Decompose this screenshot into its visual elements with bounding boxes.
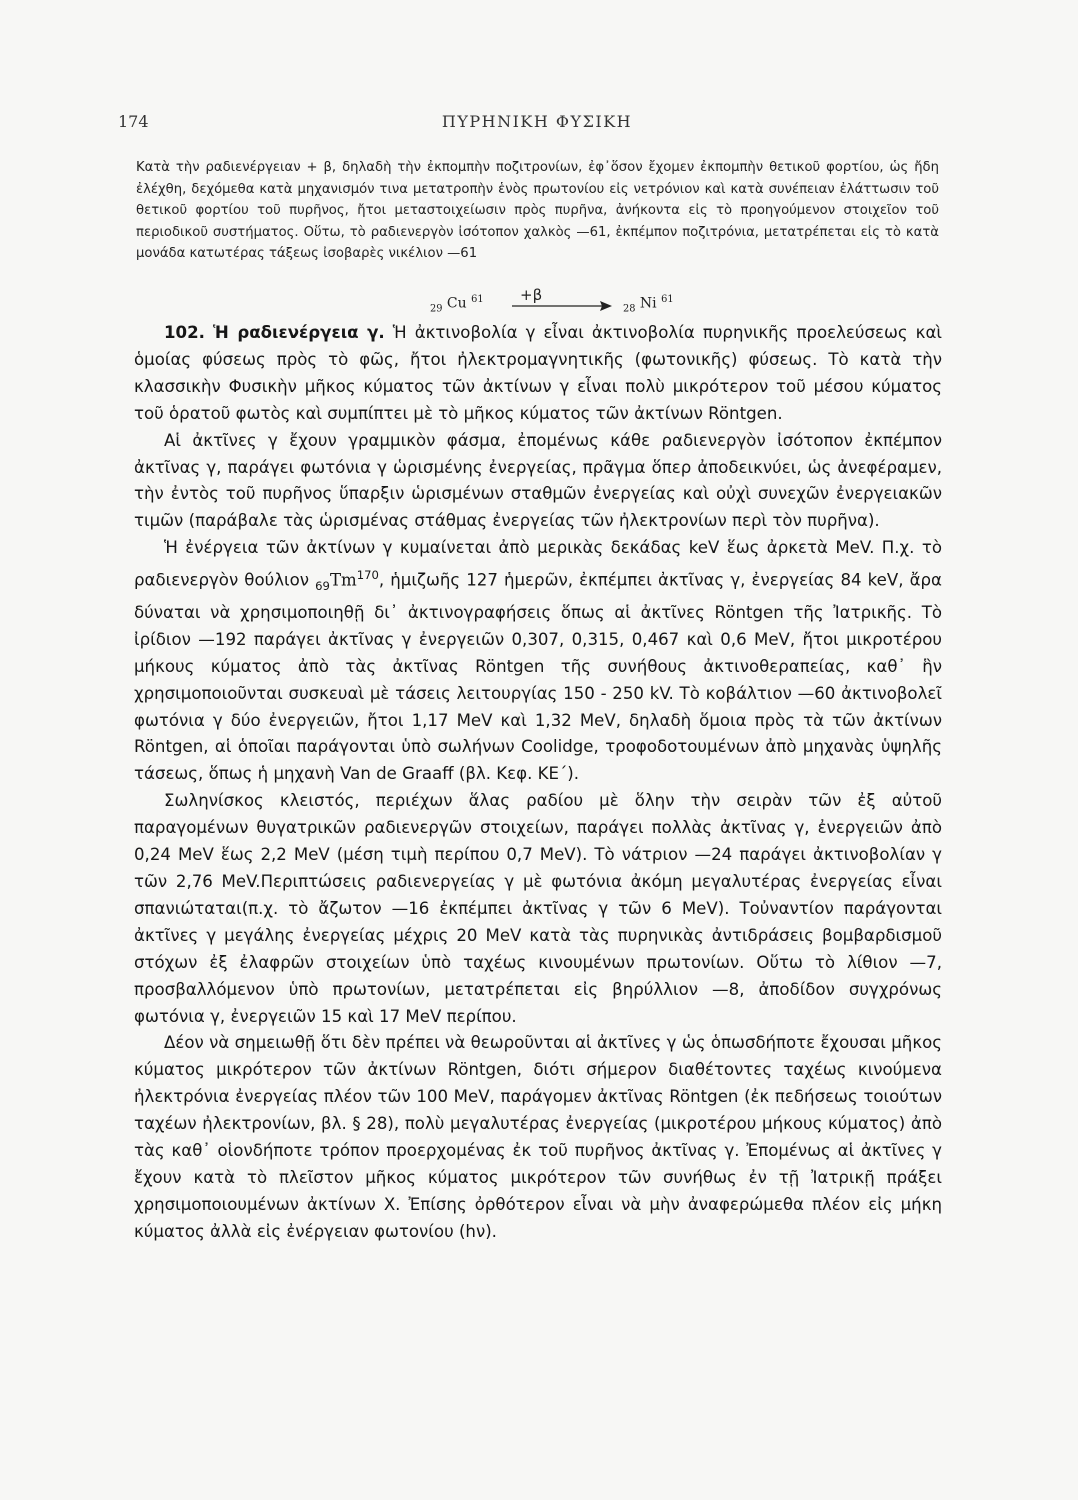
paragraph-2: Αἱ ἀκτῖνες γ ἔχουν γραμμικὸν φάσμα, ἐπομένως κάθε ραδιενεργὸν ἰσότοπον ἐκπέμπον ἀκτῖνας γ, παράγει φωτόνια γ ὡρισμένης ἐνεργείας, πρᾶγμα ὅπερ ἀποδεικνύει, ὡς ἀνεφέραμεν, τὴν ἐντὸς τοῦ πυρῆνος ὕπαρξιν ὡρισμένων σταθμῶν ἐνεργείας καὶ οὐχὶ συνεχῶν ἐνεργειακῶν τιμῶν (παράβαλε τὰς ὡρισμένας στάθμας ἐνεργείας τῶν ἠλεκτρονίων περὶ τὸν πυρῆνα). — [134, 430, 942, 531]
paragraph-3 — [134, 535, 942, 788]
reaction-arrow — [512, 286, 612, 314]
product-atomic-number: 28 — [623, 303, 636, 315]
paragraph-4: Σωληνίσκος κλειστός, περιέχων ἅλας ραδίου μὲ ὅλην τὴν σειρὰν τῶν ἐξ αὐτοῦ παραγομένων θυγατρικῶν ραδιενεργῶν στοιχείων, παράγει πολλὰς ἀκτῖνας γ, ἐνεργειῶν ἀπὸ 0,24 MeV ἕως 2,2 MeV (μέση τιμὴ περίπου 0,7 MeV). Τὸ νάτριον —24 παράγει ἀκτινοβολίαν γ τῶν 2,76 MeV.Περιπτώσεις ραδιενεργείας γ μὲ φωτόνια ἀκόμη μεγαλυτέρας ἐνεργείας εἶναι σπανιώταται(π.χ. τὸ ἄζωτον —16 ἐκπέμπει ἀκτῖνας γ τῶν 6 MeV). Τοὐναντίον παράγονται ἀκτῖνες γ μεγάλης ἐνεργείας μέχρις 20 MeV κατὰ τὰς πυρηνικὰς ἀντιδράσεις βομβαρδισμοῦ στόχων ἐξ ἐλαφρῶν στοιχείων ὑπὸ ταχέως κινουμένων πρωτονίων. Οὕτω τὸ λίθιον —7, προσβαλλόμενον ὑπὸ πρωτονίων, μετατρέπεται εἰς βηρύλλιον —8, ἀποδίδον συγχρόνως φωτόνια γ, ἐνεργειῶν 15 καὶ 17 MeV περίπου. — [134, 791, 942, 1026]
thulium-symbol: Tm — [329, 570, 357, 590]
product-mass-number: 61 — [661, 294, 674, 305]
right-arrow-icon — [512, 300, 612, 312]
page-header — [118, 112, 942, 136]
intro-paragraph: Κατὰ τὴν ραδιενέργειαν + β, δηλαδὴ τὴν ἐκπομπὴν ποζιτρονίων, ἐφ᾽ὅσον ἔχομεν ἐκπομπὴν θετικοῦ φορτίου, ὡς ἤδη ἐλέχθη, δεχόμεθα κατὰ μηχανισμόν τινα μετατροπὴν ἑνὸς πρωτονίου εἰς νετρόνιον καὶ κατὰ συνέπειαν ἐλάττωσιν τοῦ θετικοῦ φορτίου τοῦ πυρῆνος, ἤτοι μεταστοιχείωσιν πρὸς πυρῆνα, ἀνήκοντα εἰς τὸ προηγούμενον στοιχεῖον τοῦ περιοδικοῦ συστήματος. Οὕτω, τὸ ραδιενεργὸν ἰσότοπον χαλκὸς —61, ἐκπέμπον ποζιτρόνια, μετατρέπεται εἰς τὸ κατὰ μονάδα κατωτέρας τάξεως ἰσοβαρὲς νικέλιον —61 — [136, 160, 939, 261]
intro-paragraph-block — [136, 157, 939, 265]
reactant-symbol: Cu — [446, 295, 467, 312]
paragraph-3-text-a: Ἡ ἐνέργεια τῶν ἀκτίνων γ κυμαίνεται ἀπὸ μερικὰς δεκάδας keV ἕως ἀρκετὰ MeV. Π.χ. τὸ ραδιενεργὸν θούλιον — [134, 538, 942, 590]
section-number: 102. — [164, 323, 205, 342]
thulium-atomic-number: 69 — [315, 579, 330, 593]
reactant-mass-number: 61 — [471, 294, 484, 305]
page-number: 174 — [118, 112, 149, 131]
paragraph-5: Δέον νὰ σημειωθῇ ὅτι δὲν πρέπει νὰ θεωροῦνται αἱ ἀκτῖνες γ ὡς ὁπωσδήποτε ἔχουσαι μῆκος κύματος μικρότερον τῶν ἀκτίνων Röntgen, διότι σήμερον διαθέτοντες ταχέως κινούμενα ἠλεκτρόνια ἐνεργείας πλέον τῶν 100 MeV, παράγομεν ἀκτῖνας Röntgen (ἐκ πεδήσεως τοιούτων ταχέων ἠλεκτρονίων, βλ. § 28), πολὺ μεγαλυτέρας ἐνεργείας (μικροτέρου μήκους κύματος) ἀπὸ τὰς καθ᾽ οἱονδήποτε τρόπον προερχομένας ἐκ τοῦ πυρῆνος ἀκτῖνας γ. Ἐπομένως αἱ ἀκτῖνες γ ἔχουν κατὰ τὸ πλεῖστον μῆκος κύματος μικρότερον τῶν συνήθως ἐν τῇ Ἰατρικῇ πράξει χρησιμοποιουμένων ἀκτίνων X. Ἐπίσης ὀρθότερον εἶναι νὰ μὴν ἀναφερώμεθα πλέον εἰς μήκη κύματος ἀλλὰ εἰς ἐνέργειαν φωτονίου (hν). — [134, 1033, 942, 1241]
reactant-atomic-number: 29 — [430, 303, 443, 315]
reaction-reactant — [430, 294, 484, 314]
reaction-product — [623, 294, 674, 314]
main-text — [134, 320, 942, 1246]
section-paragraph-1 — [134, 320, 942, 428]
product-symbol: Ni — [639, 295, 657, 312]
section-title: Ἡ ραδιενέργεια γ. — [213, 323, 385, 342]
nuclear-reaction-equation — [430, 284, 730, 320]
reaction-arrow-label: +β — [520, 286, 543, 304]
running-title: ΠΥΡΗΝΙΚΗ ΦΥΣΙΚΗ — [441, 112, 633, 131]
thulium-mass-number: 170 — [356, 568, 379, 583]
section-paragraph-1-text: Ἡ ἀκτινοβολία γ εἶναι ἀκτινοβολία πυρηνικῆς προελεύσεως καὶ ὁμοίας φύσεως πρὸς τὸ φῶς, ἤτοι ἠλεκτρομαγνητικῆς (φωτονικῆς) φύσεως. Τὸ κατὰ τὴν κλασσικὴν Φυσικὴν μῆκος κύματος τῶν ἀκτίνων γ εἶναι πολὺ μικρότερον τοῦ μέσου κύματος τοῦ ὁρατοῦ φωτὸς καὶ συμπίπτει μὲ τὸ μῆκος κύματος τῶν ἀκτίνων Röntgen. — [134, 323, 942, 423]
paragraph-3-text-b: , ἡμιζωῆς 127 ἡμερῶν, ἐκπέμπει ἀκτῖνας γ, ἐνεργείας 84 keV, ἄρα δύναται νὰ χρησιμοποιηθῇ δι᾽ ἀκτινογραφήσεις ὅπως αἱ ἀκτῖνες Röntgen τῆς Ἰατρικῆς. Τὸ ἰρίδιον —192 παράγει ἀκτῖνας γ ἐνεργειῶν 0,307, 0,315, 0,467 καὶ 0,6 MeV, ἤτοι μικροτέρου μήκους κύματος ἀπὸ τὰς ἀκτῖνας Röntgen τῆς συνήθους ἀκτινοθεραπείας, καθ᾽ ἣν χρησιμοποιοῦνται συσκευαὶ μὲ τάσεις λειτουργίας 150 - 250 kV. Τὸ κοβάλτιον —60 ἀκτινοβολεῖ φωτόνια γ δύο ἐνεργειῶν, ἤτοι 1,17 MeV καὶ 1,32 MeV, δηλαδὴ ὅμοια πρὸς τὰ τῶν ἀκτίνων Röntgen, αἱ ὁποῖαι παράγονται ὑπὸ σωλήνων Coolidge, τροφοδοτουμένων ἀπὸ μηχανὰς ὑψηλῆς τάσεως, ὅπως ἡ μηχανὴ Van de Graaff (βλ. Κεφ. ΚΕ΄). — [134, 570, 942, 784]
